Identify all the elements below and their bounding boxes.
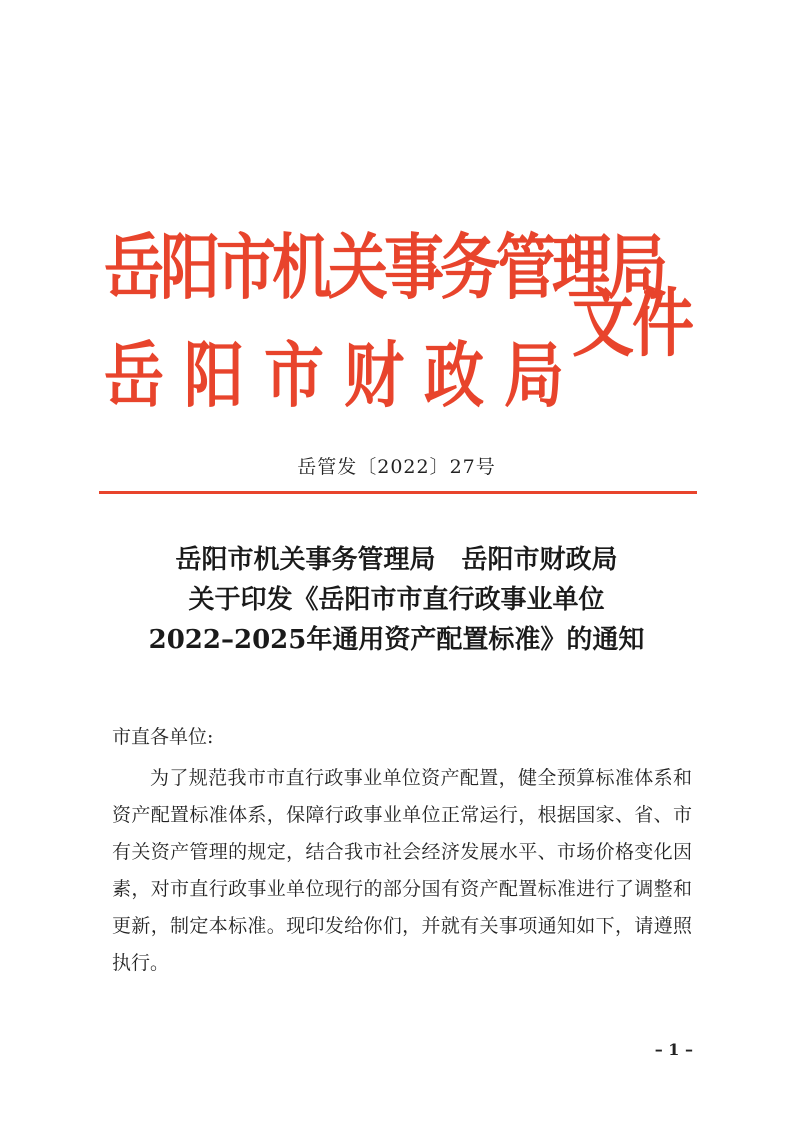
title-line-3: 2022–2025年通用资产配置标准》的通知 [148,625,645,655]
document-number: 岳管发〔2022〕27号 [297,456,496,478]
title-line-2: 关于印发《岳阳市市直行政事业单位 [188,585,605,615]
document-title [0,540,793,660]
red-divider-line [99,491,697,494]
document-header [104,212,704,418]
document-suffix: 文件 [572,279,693,368]
issuer-name-1: 岳阳市机关事务管理局 [104,227,664,310]
title-line-1: 岳阳市机关事务管理局 岳阳市财政局 [175,545,618,575]
body-paragraph: 为了规范我市市直行政事业单位资产配置，健全预算标准体系和资产配置标准体系，保障行政事业单位正常运行，根据国家、省、市有关资产管理的规定，结合我市社会经济发展水平、市场价格变化因素，对市直行政事业单位现行的部分国有资产配置标准进行了调整和更新，制定本标准。现印发给你们，并就有关事项通知如下，请遵照执行。 [112,767,692,974]
page-number: – 1 – [654,1040,693,1059]
issuer-name-2: 岳阳市财政局 [104,335,584,418]
salutation: 市直各单位: [112,726,214,748]
